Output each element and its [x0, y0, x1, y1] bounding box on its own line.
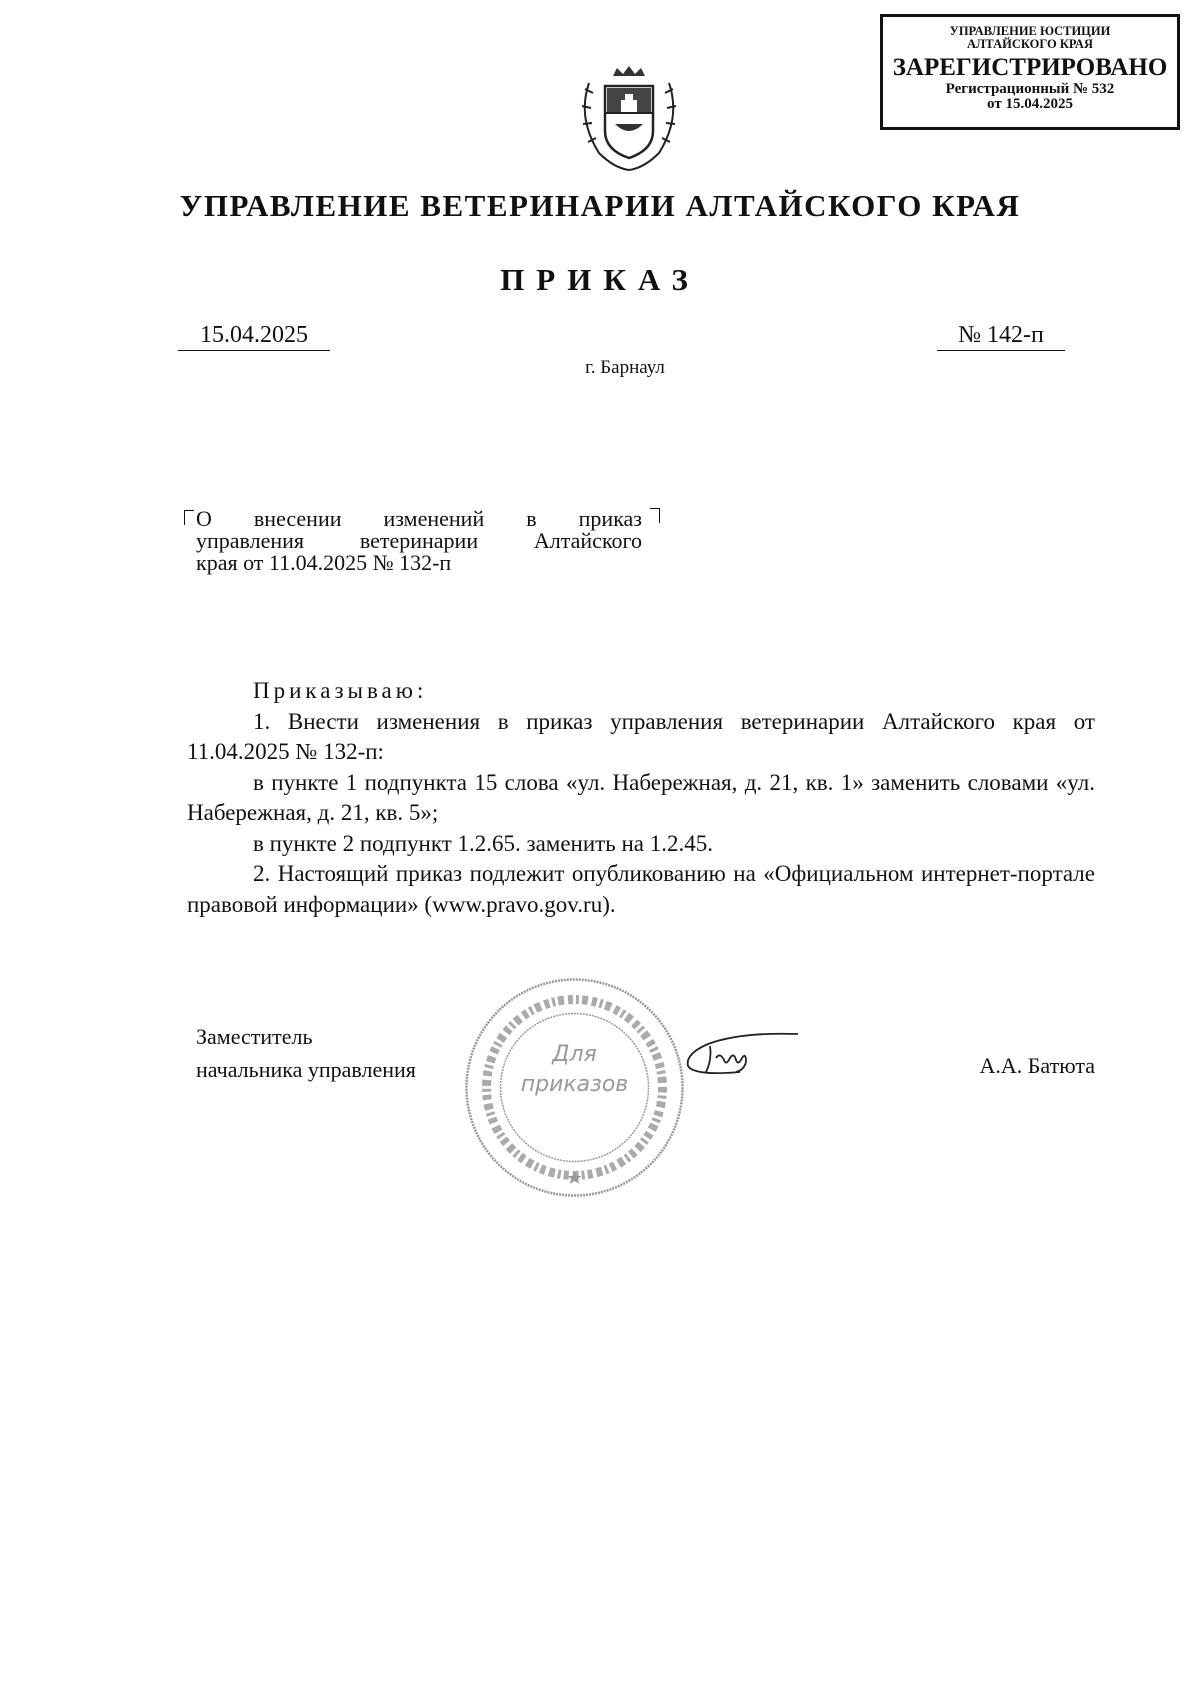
order-word: Приказываю: — [253, 678, 428, 703]
stamp-org-line2: АЛТАЙСКОГО КРАЯ — [967, 37, 1093, 52]
handwritten-signature — [680, 1030, 800, 1080]
subject-corner-right — [650, 508, 660, 523]
order-subject — [196, 508, 642, 574]
paragraph: в пункте 2 подпункт 1.2.65. заменить на 1.2.45. — [253, 830, 713, 856]
coat-of-arms-emblem — [569, 58, 689, 178]
signatory-title — [196, 1020, 416, 1086]
signatory-title-line: начальника управления — [196, 1057, 416, 1082]
document-type: ПРИКАЗ — [500, 262, 700, 297]
seal-star-icon — [568, 1171, 582, 1184]
seal-center-text: Для приказов — [520, 1042, 629, 1097]
subject-line: края от 11.04.2025 № 132-п — [196, 550, 452, 575]
stamp-reg-number: Регистрационный № 532 — [945, 80, 1115, 97]
signatory-name: А.А. Батюта — [979, 1053, 1095, 1078]
stamp-reg-date: от 15.04.2025 — [987, 96, 1073, 113]
order-date: 15.04.2025 — [178, 322, 330, 351]
order-number: № 142-п — [937, 322, 1065, 351]
registration-stamp — [880, 14, 1180, 130]
paragraph: 1. Внести изменения в приказ управления ветеринарии Алтайского края от 11.04.2025 № 132-п: — [187, 708, 1095, 764]
stamp-org-line1: УПРАВЛЕНИЕ ЮСТИЦИИ — [949, 24, 1111, 38]
subject-corner-left — [184, 510, 194, 525]
paragraph: 2. Настоящий приказ подлежит опубликованию на «Официальном интернет-портале правовой информации» (www.pravo.gov.ru). — [187, 861, 1095, 917]
order-body — [187, 676, 1095, 920]
paragraph: в пункте 1 подпункта 15 слова «ул. Набережная, д. 21, кв. 1» заменить словами «ул. Набережная, д. 21, кв. 5»; — [187, 769, 1095, 825]
subject-line: О внесении изменений в приказ — [196, 506, 642, 531]
signatory-title-line: Заместитель — [196, 1024, 313, 1049]
agency-title: УПРАВЛЕНИЕ ВЕТЕРИНАРИИ АЛТАЙСКОГО КРАЯ — [179, 188, 1021, 223]
city: г. Барнаул — [585, 357, 665, 378]
subject-line: управления ветеринарии Алтайского — [196, 528, 642, 553]
stamp-status: ЗАРЕГИСТРИРОВАНО — [892, 54, 1168, 82]
